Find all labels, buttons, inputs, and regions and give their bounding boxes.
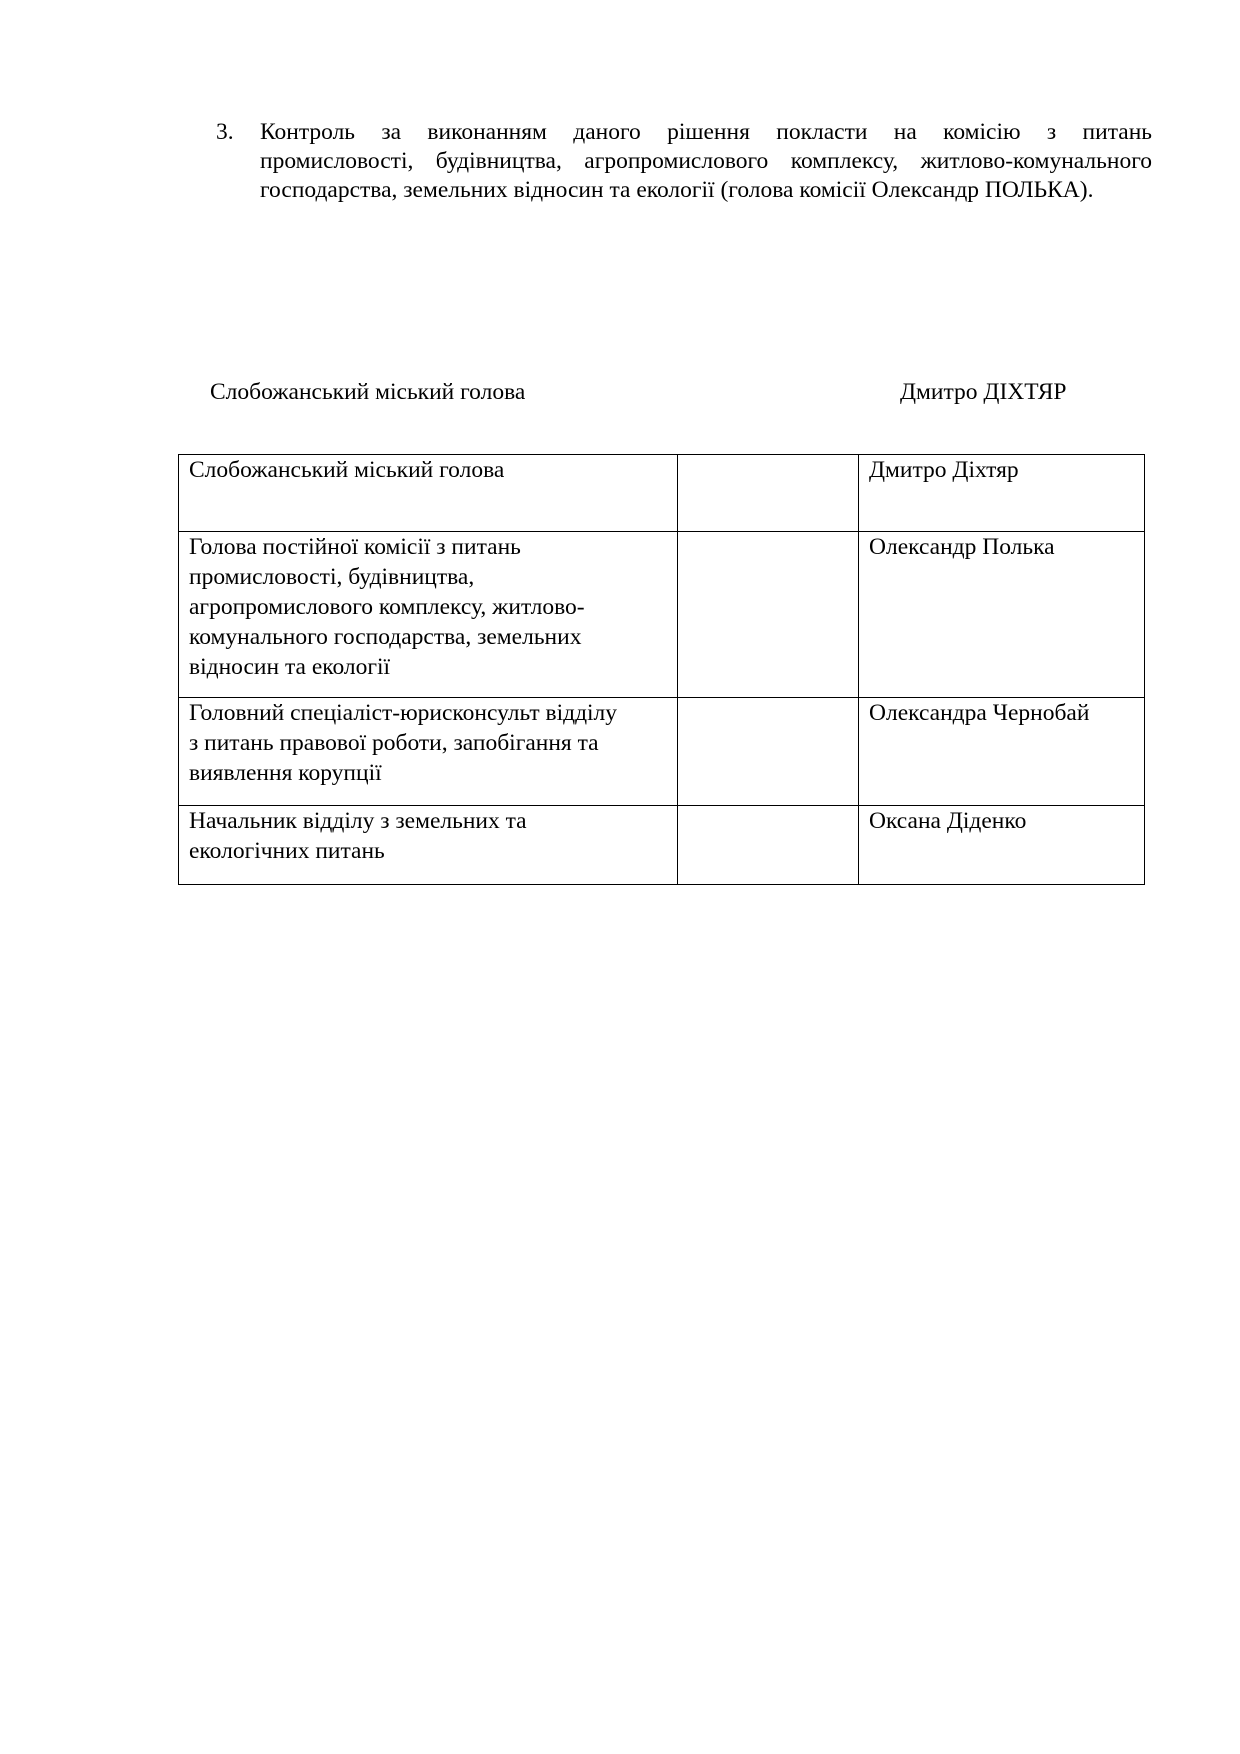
approval-name: Олександра Чернобай <box>859 698 1145 806</box>
approval-position <box>179 698 678 806</box>
approval-row <box>179 698 1145 806</box>
approval-signature-cell <box>678 455 859 532</box>
approvals-table <box>178 454 1145 885</box>
approval-position <box>179 455 678 532</box>
position-line: відносин та екології <box>189 654 391 680</box>
position-line: Слобожанський міський голова <box>189 457 505 483</box>
approval-signature-cell <box>678 698 859 806</box>
position-line: Начальник відділу з земельних та <box>189 808 527 834</box>
position-line: екологічних питань <box>189 838 385 864</box>
signature-name: Дмитро ДІХТЯР <box>900 379 1067 405</box>
approval-signature-cell <box>678 532 859 698</box>
position-line: виявлення корупції <box>189 760 382 786</box>
signature-title: Слобожанський міський голова <box>210 379 526 405</box>
item-3-number: 3. <box>216 119 234 145</box>
approval-name: Оксана Діденко <box>859 806 1145 885</box>
item-3-line-2: промисловості, будівництва, агропромислового комплексу, житлово-комунального <box>260 148 1152 174</box>
item-3-line-1: Контроль за виконанням даного рішення покласти на комісію з питань <box>260 119 1152 145</box>
position-line: Головний спеціаліст-юрисконсульт відділу <box>189 700 618 726</box>
position-line: комунального господарства, земельних <box>189 624 582 650</box>
approval-row <box>179 455 1145 532</box>
position-line: з питань правової роботи, запобігання та <box>189 730 599 756</box>
approval-name: Олександр Полька <box>859 532 1145 698</box>
approval-position <box>179 806 678 885</box>
approval-row <box>179 806 1145 885</box>
position-line: агропромислового комплексу, житлово- <box>189 594 585 620</box>
item-3-line-3: господарства, земельних відносин та екології (голова комісії Олександр ПОЛЬКА). <box>260 177 1094 203</box>
approval-signature-cell <box>678 806 859 885</box>
approval-position <box>179 532 678 698</box>
approval-row <box>179 532 1145 698</box>
approval-name: Дмитро Діхтяр <box>859 455 1145 532</box>
position-line: промисловості, будівництва, <box>189 564 475 590</box>
item-3-text <box>260 118 1152 205</box>
position-line: Голова постійної комісії з питань <box>189 534 521 560</box>
